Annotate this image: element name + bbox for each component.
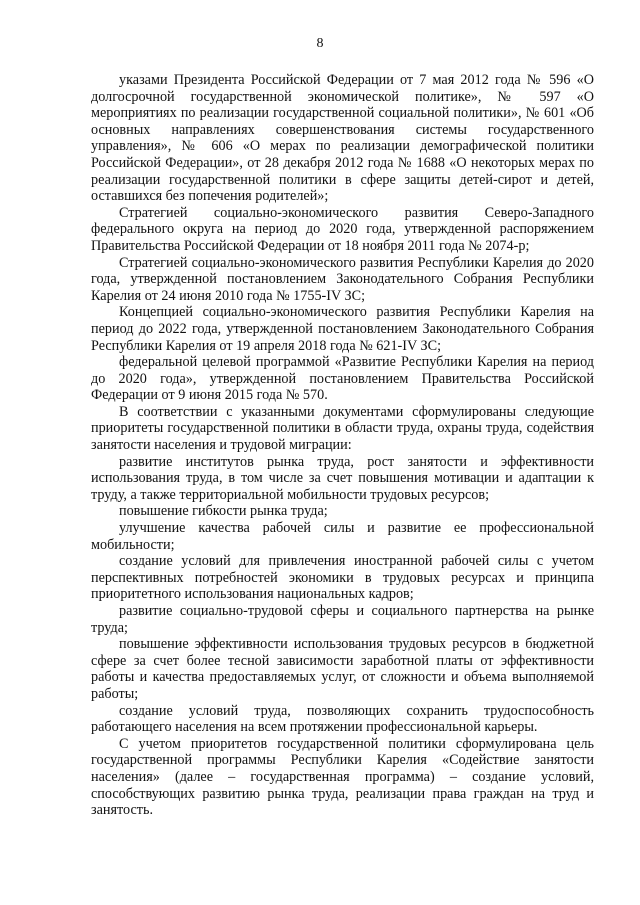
paragraph-northwest-strategy: Стратегией социально-экономического развития Северо-Западного федерального округа на период до 2020 года, утвержденной распоряжением Правительства Российской Федерации от 18 ноября 2011 года № 2074-р; [91, 204, 594, 254]
list-item-foreign-workforce: создание условий для привлечения иностранной рабочей силы с учетом перспективных потребностей экономики в трудовых ресурсах и принципа приоритетного использования национальных кадров; [91, 553, 594, 603]
list-item-labor-market-flexibility: повышение гибкости рынка труда; [119, 503, 328, 520]
list-item-budget-sector-efficiency: повышение эффективности использования трудовых ресурсов в бюджетной сфере за счет более тесной зависимости заработной платы от эффективности работы и качества предоставляемых услуг, от сложности и объема выполняемой работы; [91, 636, 594, 702]
paragraph-presidential-decrees: указами Президента Российской Федерации от 7 мая 2012 года № 596 «О долгосрочной государственной экономической политике», № 597 «О мероприятиях по реализации государственной социальной политики», № 601 «Об основных направлениях совершенствования системы государственного управления», № 606 «О мерах по реализации демографической политики Российской Федерации», от 28 декабря 2012 года № 1688 «О некоторых мерах по реализации государственной политики в сфере защиты детей-сирот и детей, оставшихся без попечения родителей»; [91, 72, 594, 205]
list-item-working-conditions: создание условий труда, позволяющих сохранить трудоспособность работающего населения на всем протяжении профессиональной карьеры. [91, 702, 594, 736]
page-number: 8 [316, 36, 324, 51]
document-body [91, 72, 594, 819]
paragraph-karelia-concept: Концепцией социально-экономического развития Республики Карелия на период до 2022 года, утвержденной постановлением Законодательного Собрания Республики Карелия от 19 апреля 2018 года № 621-IV ЗС; [91, 304, 594, 354]
paragraph-karelia-strategy: Стратегией социально-экономического развития Республики Карелия до 2020 года, утвержденной постановлением Законодательного Собрания Республики Карелия от 24 июня 2010 года № 1755-IV ЗС; [91, 254, 594, 304]
paragraph-priorities-intro: В соответствии с указанными документами сформулированы следующие приоритеты государственной политики в области труда, охраны труда, содействия занятости населения и трудовой миграции: [91, 403, 594, 454]
paragraph-federal-program: федеральной целевой программой «Развитие Республики Карелия на период до 2020 года», утвержденной постановлением Правительства Российской Федерации от 9 июня 2015 года № 570. [91, 354, 594, 404]
list-item-social-partnership: развитие социально-трудовой сферы и социального партнерства на рынке труда; [91, 603, 594, 636]
paragraph-program-goal: С учетом приоритетов государственной политики сформулирована цель государственной программы Республики Карелия «Содействие занятости населения» (далее – государственная программа) – создание условий, способствующих развитию рынка труда, реализации права граждан на труд и занятость. [91, 735, 594, 819]
list-item-workforce-quality: улучшение качества рабочей силы и развитие ее профессиональной мобильности; [91, 520, 594, 553]
list-item-labor-market-institutions: развитие институтов рынка труда, рост занятости и эффективности использования труда, в том числе за счет повышения мотивации и адаптации к труду, а также территориальной мобильности трудовых ресурсов; [91, 453, 594, 503]
